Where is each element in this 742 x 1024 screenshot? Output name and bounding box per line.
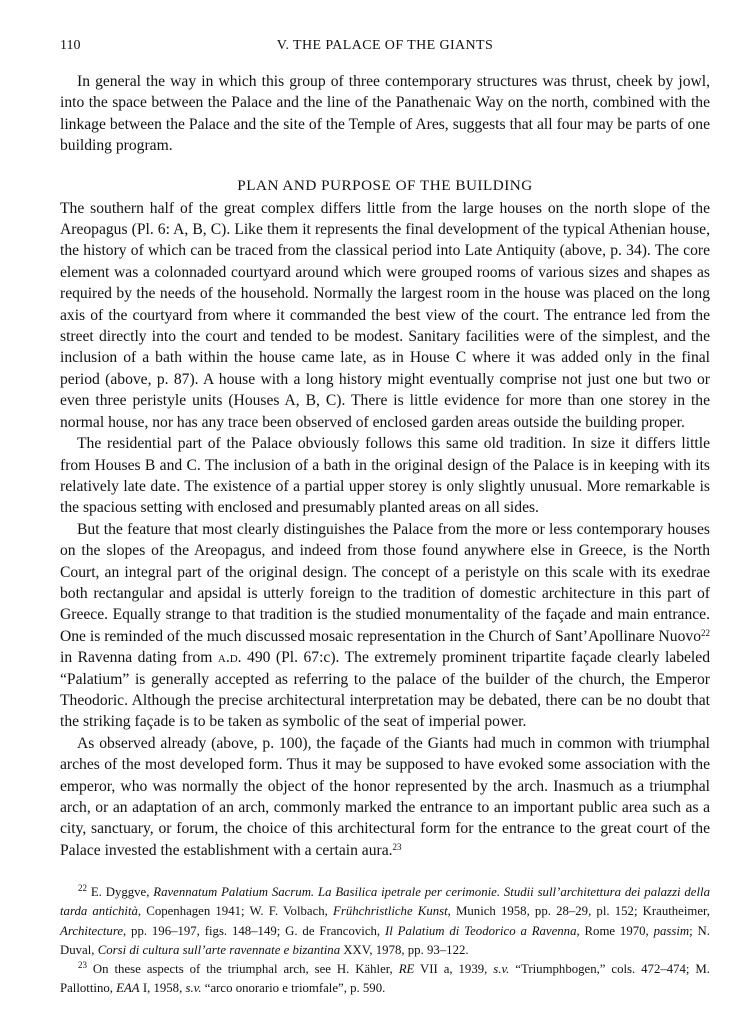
footnote-22-title: Ravennatum Palatium Sacrum. La Basilica ipetrale per cerimonie. Studii sull’architettura dei palazzi della tarda antichità [60,885,710,919]
footnote-22-text: , Copenhagen 1941; W. F. Volbach, [137,904,334,919]
intro-paragraph: In general the way in which this group of three contemporary structures was thrust, cheek by jowl, into the space between the Palace and the line of the Panathenaic Way on the north, combined with the linkage between the Palace and the site of the Temple of Ares, suggests that all four may be parts of one building program. [60,73,710,155]
paragraph-3 [60,519,710,733]
page [60,38,710,998]
footnote-23-text: “Triumphbogen,” cols. 472–474; M. Pallottino, [60,962,710,996]
footnote-23 [60,960,710,998]
footnote-23-text: On these aspects of the triumphal arch, see H. Kähler, [87,962,399,977]
footnote-ref-23: 23 [392,841,402,852]
footnote-23-title: s.v. [185,981,202,996]
paragraph-3-text-c: 490 (Pl. 67:c). The extremely prominent tripartite façade clearly labeled “Palatium” is generally accepted as referring to the palace of the builder of the church, the Emperor Theodoric. Although the precise architectural interpretation may be debated, there can be no doubt that the striking façade is to be taken as symbolic of the seat of imperial power. [60,649,710,731]
running-title: V. THE PALACE OF THE GIANTS [276,38,494,53]
era-abbreviation: a.d. [217,649,242,667]
footnote-22-text: , Munich 1958, pp. 28–29, pl. 152; Krautheimer, [447,904,711,919]
running-header [60,38,710,60]
footnote-23-text: “arco onorario e triomfale”, p. 590. [201,981,386,996]
footnote-22-text: XXV, 1978, pp. 93–122. [340,942,469,957]
paragraph-4 [60,733,710,861]
footnote-23-title: s.v. [493,962,510,977]
footnote-22-number: 22 [78,883,87,894]
paragraph-4-text: As observed already (above, p. 100), the façade of the Giants had much in common with triumphal arches of the most developed form. Thus it may be supposed to have evoked some association with the emperor, who was normally the object of the honor represented by the arch. Inasmuch as a triumphal arch, or an adaptation of an arch, commonly marked the entrance to an important public area such as a city, sanctuary, or forum, the choice of this architectural form for the entrance to the great court of the Palace invested the establishment with a certain aura. [60,734,710,859]
paragraph-3-text-b: in Ravenna dating from [60,649,218,667]
footnote-22 [60,883,710,960]
footnote-22-title: Il Palatium di Teodorico a Ravenna [384,923,577,938]
footnote-22-title: Corsi di cultura sull’arte ravennate e bizantina [97,942,341,957]
footnote-22-text: , Rome 1970, [576,923,654,938]
footnote-22-text: E. Dyggve, [87,885,154,900]
footnote-22-title: Frühchristliche Kunst [333,904,448,919]
section-heading: PLAN AND PURPOSE OF THE BUILDING [237,176,533,194]
footnote-22-title: passim [653,923,690,938]
footnote-22-title: Architecture [60,923,124,938]
footnotes [60,883,710,998]
footnote-23-text: I, 1958, [139,981,186,996]
footnote-22-text: , pp. 196–197, figs. 148–149; G. de Francovich, [123,923,385,938]
page-number: 110 [60,38,81,53]
paragraph-2: The residential part of the Palace obviously follows this same old tradition. In size it differs little from Houses B and C. The inclusion of a bath in the original design of the Palace is in keeping with its relatively late date. The existence of a partial upper storey is only slightly unusual. More remarkable is the spacious setting with enclosed and presumably planted areas on all sides. [60,435,710,517]
paragraph-3-text-a: But the feature that most clearly distinguishes the Palace from the more or less contemporary houses on the slopes of the Areopagus, and indeed from those found anywhere else in Greece, is the North Court, an integral part of the original design. The concept of a peristyle on this scale with its exedrae both rectangular and apsidal is utterly foreign to the tradition of domestic architecture in this part of Greece. Equally strange to that tradition is the studied monumentality of the façade and main entrance. One is reminded of the much discussed mosaic representation in the Church of Sant’Apollinare Nuovo [60,520,710,645]
footnote-22-text: ; N. Duval, [60,923,710,957]
paragraph-1: The southern half of the great complex differs little from the large houses on the north slope of the Areopagus (Pl. 6: A, B, C). Like them it represents the final development of the typical Athenian house, the history of which can be traced from the classical period into Late Antiquity (above, p. 34). The core element was a colonnaded courtyard around which were grouped rooms of various sizes and shapes as required by the needs of the household. Normally the largest room in the house was placed on the long axis of the courtyard from where it commanded the best view of the court. The entrance led from the street directly into the court and tended to be modest. Sanitary facilities were of the simplest, and the inclusion of a bath within the house came late, as in House C where it was added only in the final period (above, p. 87). A house with a long history might eventually comprise not just one but two or even three peristyle units (Houses A, B, C). There is little evidence for more than one storey in the normal house, nor has any trace been observed of enclosed garden areas outside the building proper. [60,199,710,431]
footnote-23-text: VII a, 1939, [414,962,494,977]
footnote-23-title: EAA [116,981,140,996]
footnote-23-number: 23 [78,960,87,971]
footnote-23-title: RE [398,962,415,977]
footnote-ref-22: 22 [701,627,710,638]
